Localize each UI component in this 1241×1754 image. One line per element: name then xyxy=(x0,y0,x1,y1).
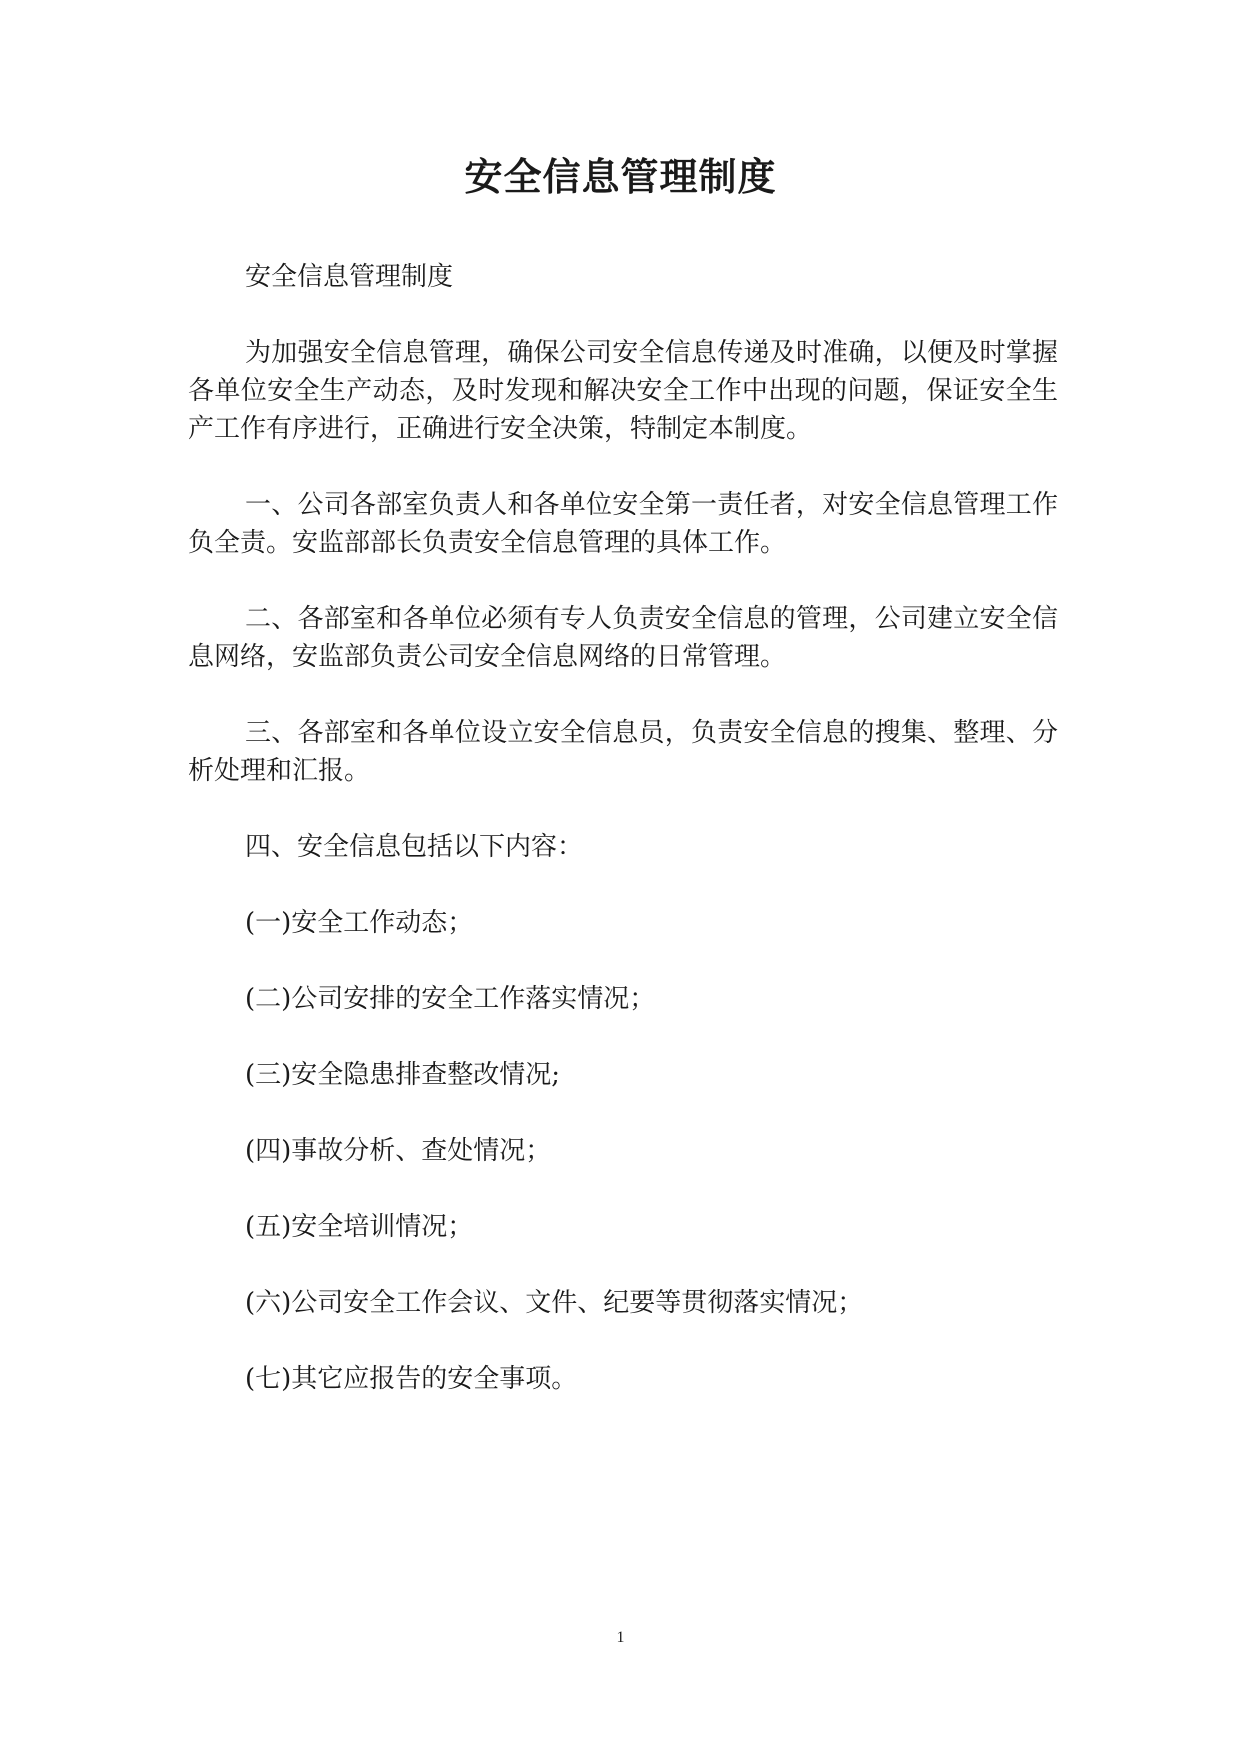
list-item: (二)公司安排的安全工作落实情况； xyxy=(245,984,656,1014)
paragraph-clause-3: 三、各部室和各单位设立安全信息员，负责安全信息的搜集、整理、分析处理和汇报。 xyxy=(188,718,1058,786)
list-item: (一)安全工作动态； xyxy=(245,908,474,938)
document-title: 安全信息管理制度 xyxy=(464,154,777,199)
paragraph-clause-4: 四、安全信息包括以下内容： xyxy=(245,832,584,862)
paragraph-clause-2: 二、各部室和各单位必须有专人负责安全信息的管理，公司建立安全信息网络，安监部负责公司安全信息网络的日常管理。 xyxy=(188,604,1058,672)
paragraph-subtitle: 安全信息管理制度 xyxy=(245,262,454,292)
page-number: 1 xyxy=(616,1629,625,1646)
document-body xyxy=(188,258,1058,1398)
list-item: (七)其它应报告的安全事项。 xyxy=(245,1364,578,1394)
list-item: (五)安全培训情况； xyxy=(245,1212,474,1242)
list-item: (三)安全隐患排查整改情况; xyxy=(245,1060,561,1090)
list-item: (四)事故分析、查处情况； xyxy=(245,1136,552,1166)
list-item: (六)公司安全工作会议、文件、纪要等贯彻落实情况； xyxy=(245,1288,864,1318)
paragraph-purpose: 为加强安全信息管理，确保公司安全信息传递及时准确，以便及时掌握各单位安全生产动态，及时发现和解决安全工作中出现的问题，保证安全生产工作有序进行，正确进行安全决策，特制定本制度。 xyxy=(188,338,1058,444)
paragraph-clause-1: 一、公司各部室负责人和各单位安全第一责任者，对安全信息管理工作负全责。安监部部长负责安全信息管理的具体工作。 xyxy=(188,490,1058,558)
